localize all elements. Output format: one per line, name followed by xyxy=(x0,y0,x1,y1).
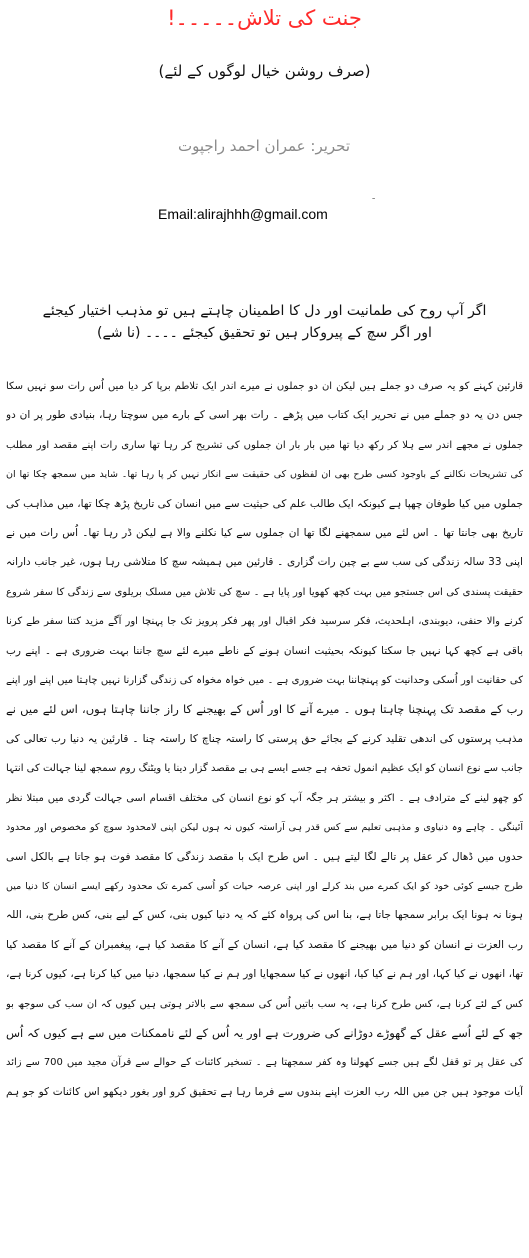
body-line: جملوں نے مجھے اندر سے ہلا کر رکھ دیا تھا میں بار بار ان جملوں کی تشریح کر رہا تھا ساری رات اپنے مقصد اور مطلب xyxy=(6,439,523,451)
body-line: حدوں میں ڈھال کر عقل پر تالے لگا لیتے ہیں ۔ اس طرح ایک با مقصد زندگی کا مقصد فوت ہو جاتا ہے بالکل اسی xyxy=(6,850,523,863)
body-line: مذہب پرستوں کی اندھی تقلید کرنے کے بجائے حق پرستی کا راستہ چناچ کا راستہ چنا ۔ قارئین یہ دنیا رب تعالی کی xyxy=(6,732,523,745)
body-line: حقیقت پسندی کی اس جستجو میں بہت کچھ کھویا اور پایا ہے ۔ سچ کی تلاش میں مسلک بریلوی سے زندگی کا سفر شروع xyxy=(6,586,523,598)
body-line: اپنی 33 سالہ زندگی کی سب سے بے چین رات گزاری ۔ قارئین میں ہمیشہ سچ کا متلاشی رہا ہوں، غیر جانب دارانہ xyxy=(6,556,523,569)
body-line: کس کے لئے کرنا ہے، کس طرح کرنا ہے، یہ سب باتیں اُس کی سمجھ سے بالاتر ہوتی ہیں کیوں کہ ان سب کی سوجھ بو xyxy=(6,998,523,1010)
body-line: جھ کے لئے اُسے عقل کے گھوڑے دوڑانے کی ضرورت ہے اور یہ اُس کے لئے ناممکنات میں سے ہے کیوں کہ اُس xyxy=(6,1025,523,1040)
article-subtitle: (صرف روشن خیال لوگوں کے لئے) xyxy=(158,62,371,80)
body-line: رب العزت نے انسان کو دنیا میں بھیجنے کا مقصد کیا ہے، انسان کے آنے کا مقصد کیا ہے، پیغمبران کے آنے کا مقصد کیا xyxy=(6,938,523,951)
body-line: کی حقانیت اور اُسکی وحدانیت کو پہنچاننا بہت ضروری ہے ۔ میں خواہ مخواہ کی زندگی گزارنا نہیں چاہتا میں اپنے اور اپنے xyxy=(6,675,523,687)
body-line: جانب سے نوع انسان کو ایک عظیم انمول تحفہ ہے جسے ایسے ہی بے مقصد گزار دینا یا ویٹنگ روم سمجھ لینا جہالت کی انتہا xyxy=(6,763,523,775)
body-line: کی عقل پر تو قفل لگے ہیں جسے کھولنا وہ کفر سمجھتا ہے ۔ تسخیر کائنات کے حوالے سے قرآن مجید میں 700 سے زائد xyxy=(6,1057,523,1069)
body-line: آیات موجود ہیں جن میں اللہ رب العزت اپنے بندوں سے فرما رہا ہے تحقیق کرو اور بغور دیکھو اس کائنات کو جو ہم xyxy=(6,1085,523,1098)
body-line: جملوں میں کیا طوفان چھپا ہے کیونکہ ایک طالب علم کی حیثیت سے میں انسان کی تاریخ پڑھ چکا تھا، میں مذاہب کی xyxy=(6,497,523,510)
quote-line: اور اگر سچ کے پیروکار ہیں تو تحقیق کیجئے ۔۔۔۔ (نا شے) xyxy=(97,325,432,341)
epigraph-quote xyxy=(0,300,529,344)
body-line: طرح جیسے کوئی خود کو ایک کمرے میں بند کرلے اور اپنی عرصہ حیات کو اُسی کمرے تک محدود رکھے ایسے انسان کا دنیا میں xyxy=(6,880,523,892)
body-line: تھا، انھوں نے کیا کہا، اور ہم نے کیا کیا، انھوں نے کیا سمجھایا اور ہم نے کیا سمجھا، دنیا میں کیا کرنا ہے، کیوں کرنا ہے، xyxy=(6,968,523,981)
body-line: کی تشریحات نکالنے کے باوجود کسی طرح بھی ان لفظوں کی حقیقت سے انکار نہیں کر پا رہا تھا۔ شاید میں سمجھ چکا تھا ان xyxy=(6,469,523,481)
body-line: قارئین کہنے کو یہ صرف دو جملے ہیں لیکن ان دو جملوں نے میرے اندر ایک تلاطم برپا کر دیا میں اُس رات سو نہیں سکا xyxy=(6,381,523,392)
body-line: کرنے والا حنفی، دیوبندی، اہلحدیث، فکر سرسید فکر اقبال اور پھر فکر پرویز تک جا پہنچا اور آگے مزید کتنا سفر طے کرنا xyxy=(6,616,523,628)
article-title: جنت کی تلاش۔۔۔۔۔! xyxy=(167,6,362,30)
author-email: Email:alirajhhh@gmail.com xyxy=(158,206,328,222)
body-line: جس دن یہ دو جملے میں نے تحریر ایک کتاب میں پڑھے ۔ رات بھر اسی کے بارے میں سوچتا رہا، بنیادی طور پر ان دو xyxy=(6,409,523,422)
body-line: تاریخ بھی جانتا تھا ۔ اس لئے میں سمجھنے لگا تھا ان جملوں سے کیا نکلنے والا ہے لیکن ڈر رہا تھا۔ اُس رات میں نے xyxy=(6,527,523,540)
body-line: رب کے مقصد تک پہنچنا چاہتا ہوں ۔ میرے آنے کا اور اُس کے بھیجنے کا راز جاننا چاہتا ہوں، اس لئے میں نے xyxy=(6,702,523,717)
author-byline: تحریر: عمران احمد راجپوت xyxy=(177,137,351,155)
body-line: ہونا نہ ہونا ایک برابر سمجھا جاتا ہے، بنا اس کی پرواہ کئے کہ یہ دنیا کیوں بنی، کس کے لیے بنی، کس طرح بنی، اللہ xyxy=(6,909,523,922)
body-line: کو چھو لینے کے مترادف ہے ۔ اکثر و بیشتر ہر جگہ آپ کو نوع انسان کی مختلف اقسام اسی جہالت گردی میں مبتلا نظر xyxy=(6,792,523,804)
quote-line: اگر آپ روح کی طمانیت اور دل کا اطمینان چاہتے ہیں تو مذہب اختیار کیجئے xyxy=(42,303,487,319)
article-body xyxy=(6,372,523,1107)
body-line: آئینگی ۔ چاہے وہ دنیاوی و مذہبی تعلیم سے کس قدر ہی آراستہ کیوں نہ ہوں لیکن اپنی لامحدود سوچ کو مخصوص اور محدود xyxy=(6,822,523,834)
body-line: باقی ہے کچھ کہا نہیں جا سکتا کیونکہ بحیثیت انسان ہونے کے ناطے میرے لئے سچ جاننا بہت ضروری ہے ۔ اپنے رب xyxy=(6,644,523,657)
